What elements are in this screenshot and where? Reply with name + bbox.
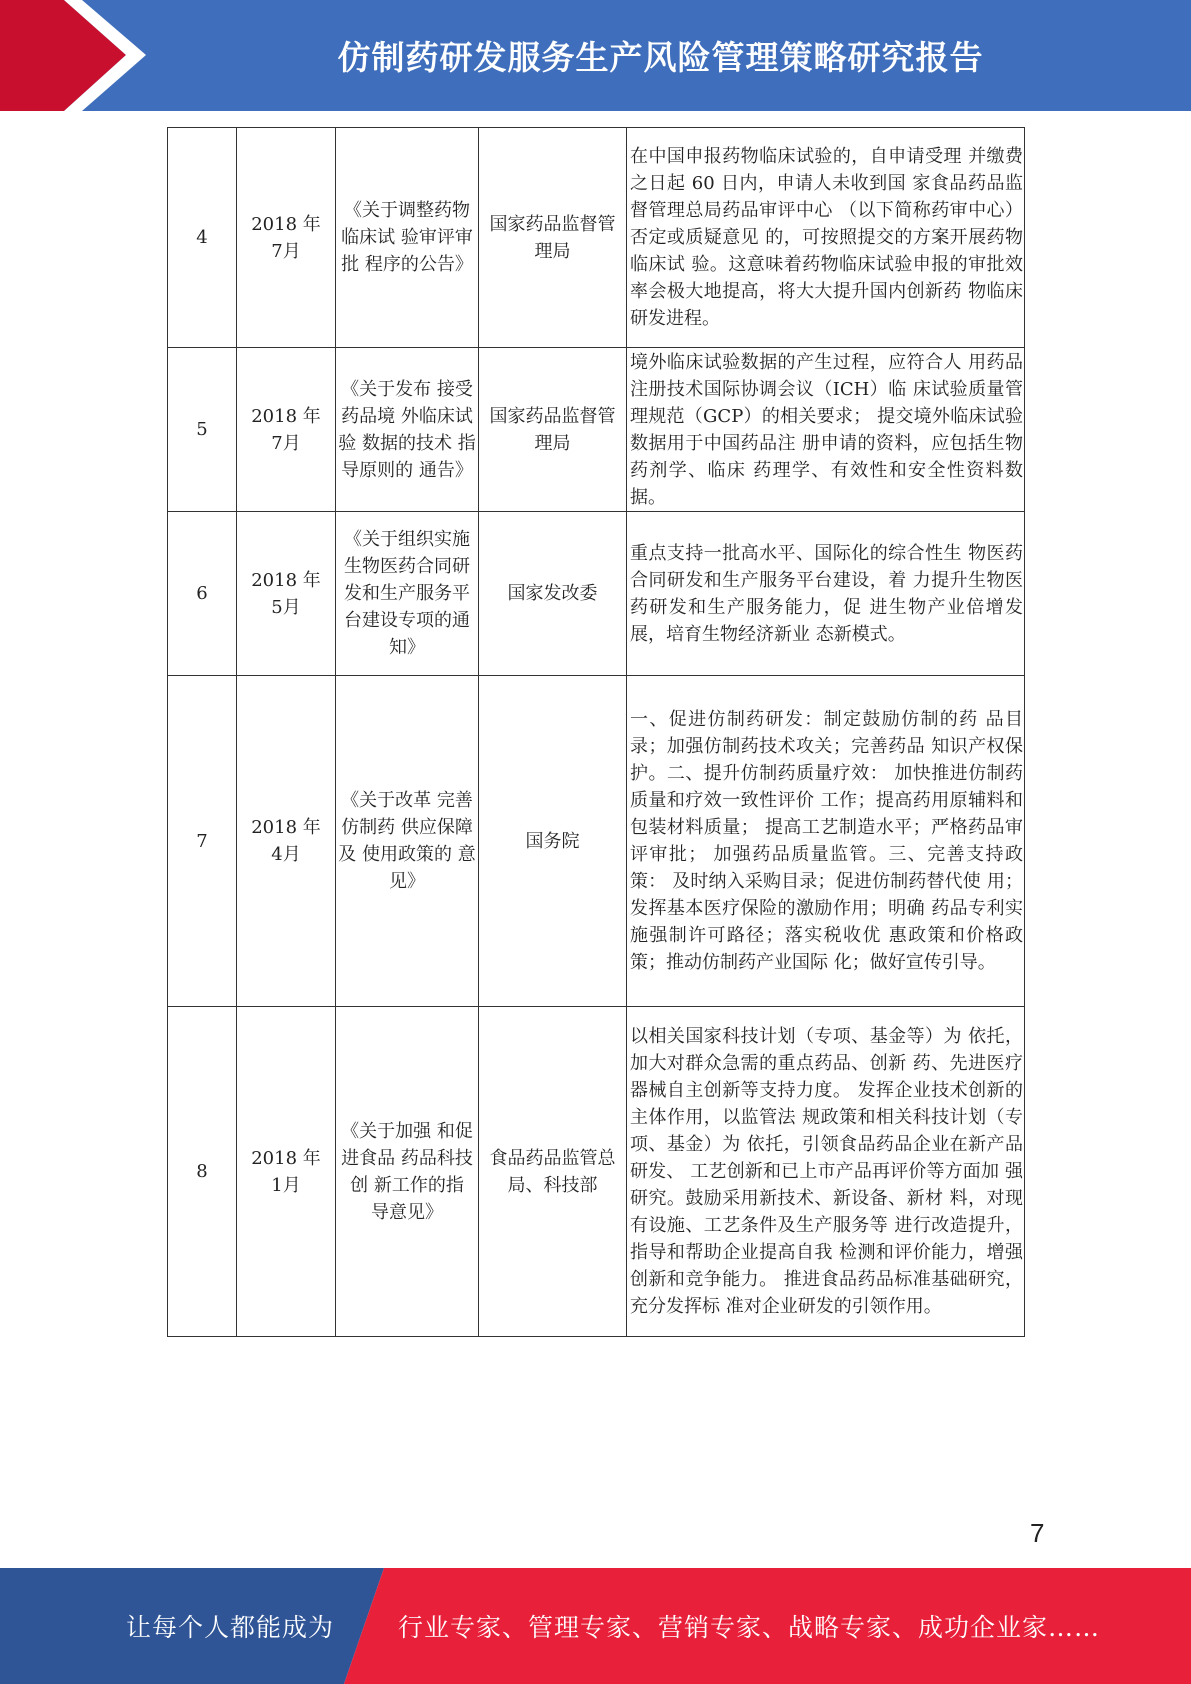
row-policy-title: 《关于改革 完善仿制药 供应保障及 使用政策的 意见》 — [336, 676, 479, 1007]
row-issuer: 国家发改委 — [479, 512, 627, 676]
row-content: 一、促进仿制药研发：制定鼓励仿制的药 品目录；加强仿制药技术攻关；完善药品 知识产权保护。二、提升仿制药质量疗效： 加快推进仿制药质量和疗效一致性评价 工作；提高药用原辅料和包装材料质量； 提高工艺制造水平；严格药品审评审批； 加强药品质量监管。三、完善支持政策： 及时纳入采购目录；促进仿制药替代使 用；发挥基本医疗保险的激励作用；明确 药品专利实施强制许可路径；落实税收优 惠政策和价格政策；推动仿制药产业国际 化；做好宣传引导。 — [627, 676, 1025, 1007]
footer-slogan-left: 让每个人都能成为 — [125, 1613, 334, 1642]
page-footer — [0, 1568, 1191, 1684]
row-number: 4 — [168, 128, 237, 348]
row-policy-title: 《关于加强 和促进食品 药品科技创 新工作的指 导意见》 — [336, 1007, 479, 1337]
row-policy-title: 《关于发布 接受药品境 外临床试验 数据的技术 指导原则的 通告》 — [336, 348, 479, 512]
table-row — [168, 348, 1025, 512]
row-content: 重点支持一批高水平、国际化的综合性生 物医药合同研发和生产服务平台建设，着 力提升生物医药研发和生产服务能力，促 进生物产业倍增发展，培育生物经济新业 态新模式。 — [627, 512, 1025, 676]
row-date: 2018 年 7月 — [237, 128, 336, 348]
table-row — [168, 1007, 1025, 1337]
page-number: 7 — [1030, 1518, 1045, 1548]
row-issuer: 国家药品监督管理局 — [479, 348, 627, 512]
footer-slogan-right: 行业专家、管理专家、营销专家、战略专家、成功企业家…… — [398, 1613, 1101, 1642]
report-title: 仿制药研发服务生产风险管理策略研究报告 — [337, 38, 984, 77]
row-issuer: 国务院 — [479, 676, 627, 1007]
row-content: 境外临床试验数据的产生过程，应符合人 用药品注册技术国际协调会议（ICH）临 床试验质量管理规范（GCP）的相关要求； 提交境外临床试验数据用于中国药品注 册申请的资料，应包括生物药剂学、临床 药理学、有效性和安全性资料数据。 — [627, 348, 1025, 512]
row-content: 以相关国家科技计划（专项、基金等）为 依托，加大对群众急需的重点药品、创新 药、先进医疗器械自主创新等支持力度。 发挥企业技术创新的主体作用，以监管法 规政策和相关科技计划（专项、基金）为 依托，引领食品药品企业在新产品研发、 工艺创新和已上市产品再评价等方面加 强研究。鼓励采用新技术、新设备、新材 料，对现有设施、工艺条件及生产服务等 进行改造提升，指导和帮助企业提高自我 检测和评价能力，增强创新和竞争能力。 推进食品药品标准基础研究，充分发挥标 准对企业研发的引领作用。 — [627, 1007, 1025, 1337]
row-number: 8 — [168, 1007, 237, 1337]
row-number: 5 — [168, 348, 237, 512]
page-header — [0, 0, 1191, 111]
row-issuer: 食品药品监管总局、科技部 — [479, 1007, 627, 1337]
row-content: 在中国申报药物临床试验的，自申请受理 并缴费之日起 60 日内，申请人未收到国 家食品药品监督管理总局药品审评中心 （以下简称药审中心）否定或质疑意见 的，可按照提交的方案开展药物临床试 验。这意味着药物临床试验申报的审批效 率会极大地提高，将大大提升国内创新药 物临床研发进程。 — [627, 128, 1025, 348]
row-policy-title: 《关于组织实施生物医药合同研发和生产服务平台建设专项的通知》 — [336, 512, 479, 676]
row-number: 6 — [168, 512, 237, 676]
policy-table — [167, 127, 1025, 1337]
row-date: 2018 年 7月 — [237, 348, 336, 512]
row-date: 2018 年 5月 — [237, 512, 336, 676]
row-issuer: 国家药品监督管理局 — [479, 128, 627, 348]
row-policy-title: 《关于调整药物临床试 验审评审批 程序的公告》 — [336, 128, 479, 348]
table-row — [168, 128, 1025, 348]
row-date: 2018 年 4月 — [237, 676, 336, 1007]
row-number: 7 — [168, 676, 237, 1007]
row-date: 2018 年 1月 — [237, 1007, 336, 1337]
table-row — [168, 512, 1025, 676]
table-row — [168, 676, 1025, 1007]
